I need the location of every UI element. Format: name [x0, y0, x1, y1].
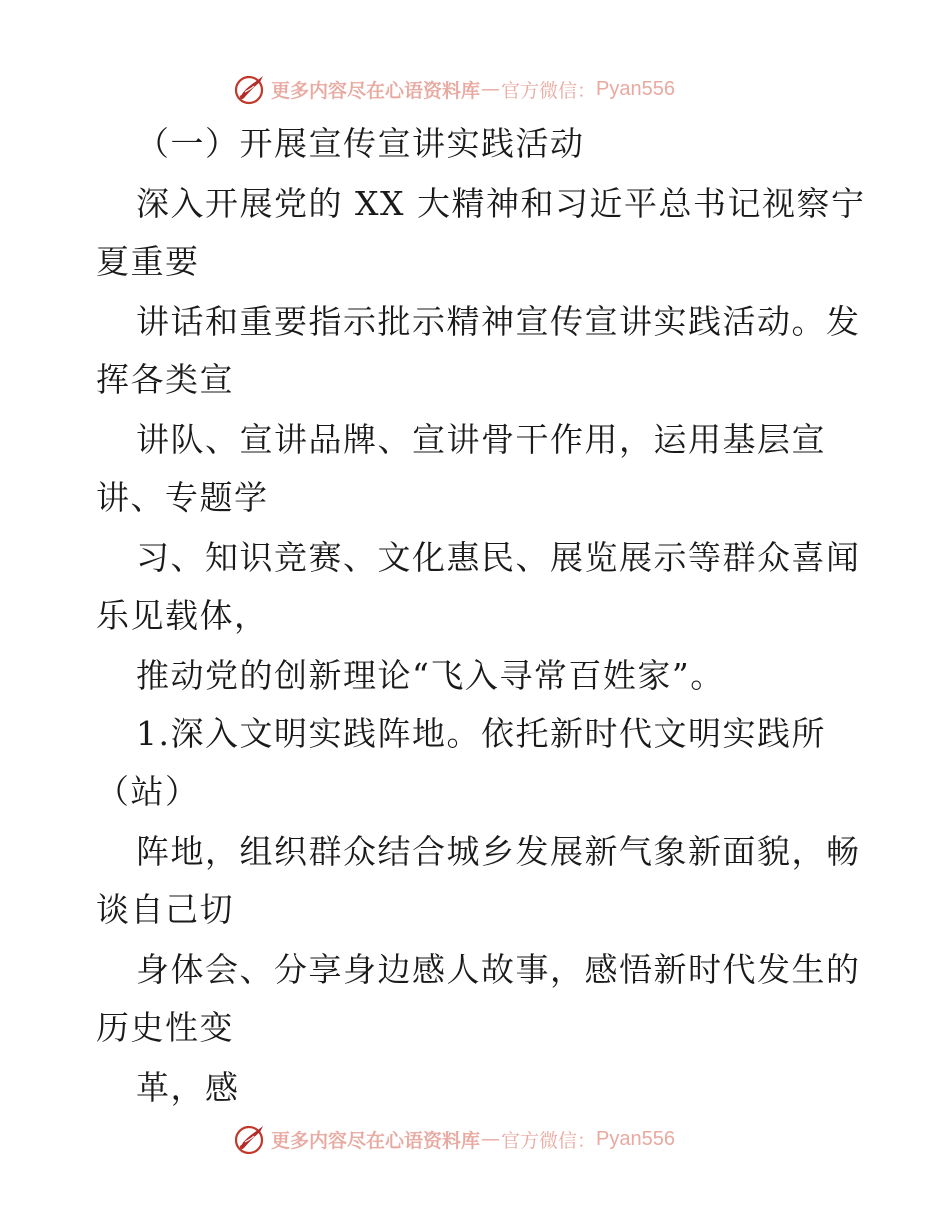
paragraph-line: 深入开展党的 XX 大精神和习近平总书记视察宁 [136, 184, 866, 223]
banner-separator: — [481, 1128, 501, 1150]
footer-banner [233, 1121, 733, 1157]
section-heading: （一）开展宣传宣讲实践活动 [136, 124, 585, 163]
pen-logo-icon [233, 72, 267, 106]
paragraph-line: （站） [96, 772, 200, 811]
paragraph-line: 挥各类宣 [96, 360, 234, 399]
paragraph-line: 革，感 [136, 1068, 240, 1107]
paragraph-line: 乐见载体， [96, 596, 269, 635]
paragraph-line: 身体会、分享身边感人故事，感悟新时代发生的 [136, 950, 861, 989]
paragraph-line: 历史性变 [96, 1008, 234, 1047]
pen-logo-icon [233, 1122, 267, 1156]
paragraph-line: 习、知识竞赛、文化惠民、展览展示等群众喜闻 [136, 538, 861, 577]
banner-contact-label: 官方微信： [501, 1129, 597, 1152]
numbered-item-heading: 1.深入文明实践阵地。依托新时代文明实践所 [136, 714, 826, 753]
paragraph-line: 讲话和重要指示批示精神宣传宣讲实践活动。发 [136, 302, 861, 341]
banner-contact-label: 官方微信： [501, 79, 597, 102]
paragraph-line: 讲、专题学 [96, 478, 269, 517]
header-banner [233, 71, 733, 107]
banner-title: 更多内容尽在心语资料库 [271, 79, 481, 102]
paragraph-line: 阵地，组织群众结合城乡发展新气象新面貌，畅 [136, 832, 861, 871]
paragraph-line: 讲队、宣讲品牌、宣讲骨干作用，运用基层宣 [136, 420, 826, 459]
paragraph-line: 谈自己切 [96, 890, 234, 929]
paragraph-line: 推动党的创新理论“飞入寻常百姓家”。 [136, 656, 725, 695]
banner-contact-id: Pyan556 [596, 1127, 675, 1150]
banner-contact-id: Pyan556 [596, 77, 675, 100]
paragraph-line: 夏重要 [96, 242, 200, 281]
banner-separator: — [481, 78, 501, 100]
banner-title: 更多内容尽在心语资料库 [271, 1129, 481, 1152]
